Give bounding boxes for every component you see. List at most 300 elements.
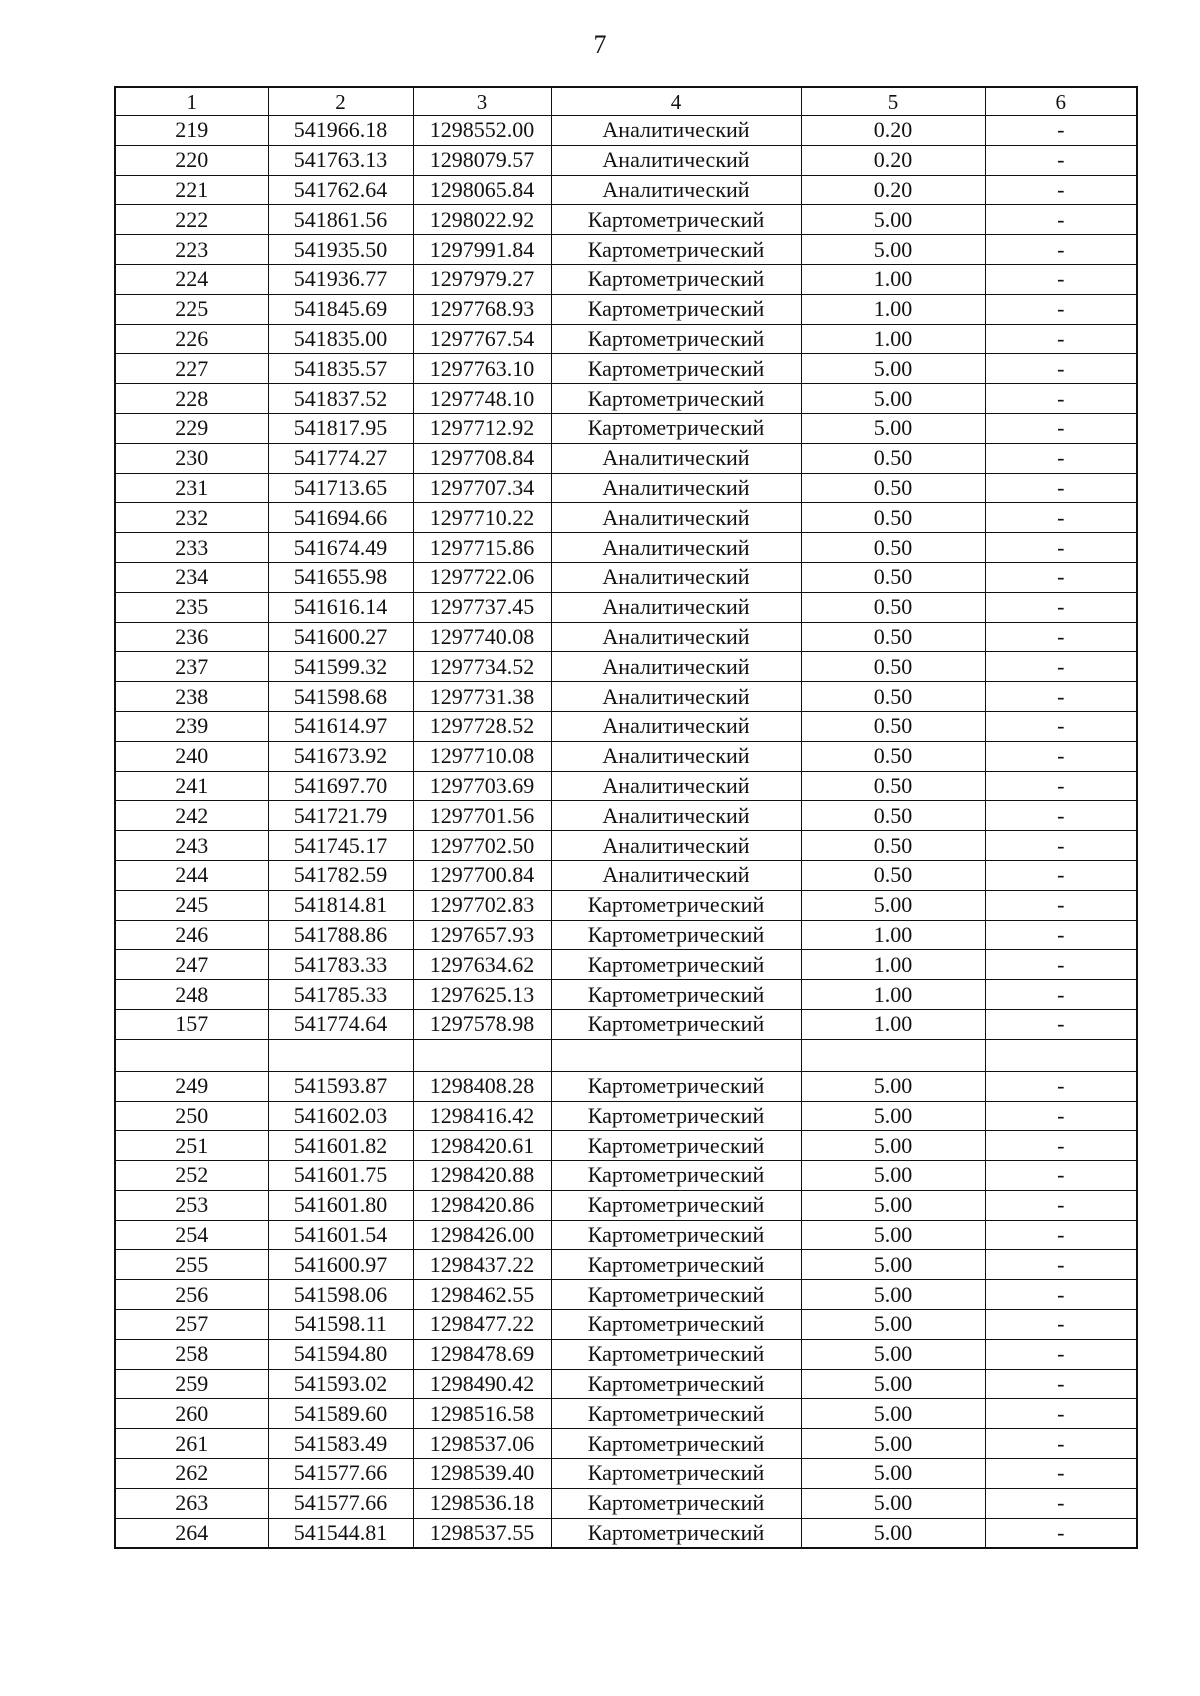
cell-accuracy: 1.00	[801, 950, 985, 980]
cell-method: Аналитический	[551, 116, 801, 146]
cell-accuracy: 5.00	[801, 1310, 985, 1340]
table-row	[115, 1369, 1137, 1399]
cell-x-coordinate: 541673.92	[268, 741, 413, 771]
table-row	[115, 1429, 1137, 1459]
cell-x-coordinate: 541713.65	[268, 473, 413, 503]
cell-x-coordinate: 541763.13	[268, 145, 413, 175]
cell-y-coordinate: 1297700.84	[413, 860, 551, 890]
cell-method: Картометрический	[551, 890, 801, 920]
column-header-point-number: 1	[115, 87, 268, 116]
cell-note: -	[985, 443, 1137, 473]
table-row	[115, 354, 1137, 384]
cell-x-coordinate: 541616.14	[268, 592, 413, 622]
cell-method: Аналитический	[551, 622, 801, 652]
cell-note: -	[985, 1310, 1137, 1340]
cell-x-coordinate: 541601.54	[268, 1220, 413, 1250]
cell-point-number: 251	[115, 1131, 268, 1161]
cell-note: -	[985, 1250, 1137, 1280]
cell-method: Картометрический	[551, 1131, 801, 1161]
cell-y-coordinate: 1298420.86	[413, 1190, 551, 1220]
cell-method: Аналитический	[551, 860, 801, 890]
cell-point-number: 248	[115, 980, 268, 1010]
cell-y-coordinate: 1297657.93	[413, 920, 551, 950]
cell-y-coordinate: 1297748.10	[413, 384, 551, 414]
cell-accuracy: 5.00	[801, 1220, 985, 1250]
cell-accuracy: 0.50	[801, 503, 985, 533]
cell-method: Аналитический	[551, 741, 801, 771]
table-row	[115, 533, 1137, 563]
cell-x-coordinate: 541614.97	[268, 711, 413, 741]
cell-method: Картометрический	[551, 1369, 801, 1399]
cell-y-coordinate: 1298537.55	[413, 1518, 551, 1548]
cell-point-number: 229	[115, 413, 268, 443]
cell-y-coordinate: 1297991.84	[413, 235, 551, 265]
cell-method: Аналитический	[551, 592, 801, 622]
cell-point-number: 254	[115, 1220, 268, 1250]
column-header-accuracy: 5	[801, 87, 985, 116]
cell-method: Картометрический	[551, 1310, 801, 1340]
cell-method: Аналитический	[551, 682, 801, 712]
cell-note: -	[985, 1071, 1137, 1101]
cell-accuracy: 0.20	[801, 175, 985, 205]
cell-point-number: 223	[115, 235, 268, 265]
cell-x-coordinate: 541577.66	[268, 1459, 413, 1489]
cell-point-number: 224	[115, 264, 268, 294]
cell-y-coordinate: 1298420.88	[413, 1161, 551, 1191]
cell-method: Аналитический	[551, 711, 801, 741]
table-row	[115, 175, 1137, 205]
cell-x-coordinate: 541598.11	[268, 1310, 413, 1340]
cell-y-coordinate: 1298420.61	[413, 1131, 551, 1161]
table-row	[115, 831, 1137, 861]
cell-y-coordinate: 1297979.27	[413, 264, 551, 294]
cell-point-number: 239	[115, 711, 268, 741]
cell-accuracy: 5.00	[801, 1101, 985, 1131]
table-row	[115, 950, 1137, 980]
cell-x-coordinate: 541783.33	[268, 950, 413, 980]
cell-accuracy: 0.50	[801, 652, 985, 682]
cell-x-coordinate: 541601.75	[268, 1161, 413, 1191]
cell-note: -	[985, 1369, 1137, 1399]
cell-x-coordinate: 541598.06	[268, 1280, 413, 1310]
cell-note: -	[985, 1009, 1137, 1039]
cell-accuracy: 0.20	[801, 145, 985, 175]
cell-method: Аналитический	[551, 801, 801, 831]
cell-note: -	[985, 235, 1137, 265]
cell-point-number: 259	[115, 1369, 268, 1399]
cell-y-coordinate: 1298426.00	[413, 1220, 551, 1250]
column-header-method: 4	[551, 87, 801, 116]
cell-y-coordinate: 1297767.54	[413, 324, 551, 354]
cell-accuracy: 5.00	[801, 384, 985, 414]
cell-note: -	[985, 1101, 1137, 1131]
cell-y-coordinate: 1297740.08	[413, 622, 551, 652]
cell-method: Картометрический	[551, 1161, 801, 1191]
cell-note: -	[985, 354, 1137, 384]
cell-method: Аналитический	[551, 831, 801, 861]
cell-point-number: 222	[115, 205, 268, 235]
cell-method: Аналитический	[551, 533, 801, 563]
cell-y-coordinate: 1297731.38	[413, 682, 551, 712]
cell-accuracy: 1.00	[801, 324, 985, 354]
cell-method: Картометрический	[551, 1071, 801, 1101]
cell-point-number: 232	[115, 503, 268, 533]
cell-point-number: 227	[115, 354, 268, 384]
cell-accuracy: 0.50	[801, 831, 985, 861]
cell-x-coordinate: 541583.49	[268, 1429, 413, 1459]
cell-point-number: 238	[115, 682, 268, 712]
cell-x-coordinate: 541655.98	[268, 562, 413, 592]
cell-point-number: 230	[115, 443, 268, 473]
cell-accuracy: 1.00	[801, 980, 985, 1010]
cell-y-coordinate: 1298079.57	[413, 145, 551, 175]
cell-x-coordinate: 541817.95	[268, 413, 413, 443]
cell-method: Картометрический	[551, 413, 801, 443]
cell-point-number: 231	[115, 473, 268, 503]
cell-method: Картометрический	[551, 1009, 801, 1039]
cell-accuracy: 0.20	[801, 116, 985, 146]
cell-accuracy: 5.00	[801, 1399, 985, 1429]
cell-accuracy: 5.00	[801, 1280, 985, 1310]
cell-point-number: 255	[115, 1250, 268, 1280]
cell-point-number: 247	[115, 950, 268, 980]
cell-note: -	[985, 622, 1137, 652]
cell-note: -	[985, 652, 1137, 682]
cell-y-coordinate: 1297737.45	[413, 592, 551, 622]
cell-note: -	[985, 413, 1137, 443]
cell-note: -	[985, 980, 1137, 1010]
cell-method	[551, 1039, 801, 1071]
cell-note: -	[985, 264, 1137, 294]
cell-y-coordinate: 1297634.62	[413, 950, 551, 980]
cell-x-coordinate: 541935.50	[268, 235, 413, 265]
cell-point-number: 263	[115, 1488, 268, 1518]
cell-note: -	[985, 1161, 1137, 1191]
table-row	[115, 771, 1137, 801]
cell-y-coordinate: 1297708.84	[413, 443, 551, 473]
coordinates-table-body	[115, 87, 1137, 1548]
cell-note: -	[985, 1429, 1137, 1459]
cell-x-coordinate: 541600.27	[268, 622, 413, 652]
cell-note: -	[985, 294, 1137, 324]
cell-y-coordinate: 1297701.56	[413, 801, 551, 831]
cell-method: Картометрический	[551, 1280, 801, 1310]
cell-point-number: 264	[115, 1518, 268, 1548]
cell-x-coordinate: 541721.79	[268, 801, 413, 831]
cell-point-number: 243	[115, 831, 268, 861]
cell-note: -	[985, 1190, 1137, 1220]
cell-method: Картометрический	[551, 384, 801, 414]
cell-y-coordinate: 1298065.84	[413, 175, 551, 205]
table-row	[115, 145, 1137, 175]
cell-note: -	[985, 831, 1137, 861]
cell-y-coordinate: 1298478.69	[413, 1339, 551, 1369]
cell-point-number: 245	[115, 890, 268, 920]
table-row	[115, 711, 1137, 741]
cell-y-coordinate: 1298539.40	[413, 1459, 551, 1489]
table-row	[115, 443, 1137, 473]
cell-y-coordinate: 1297702.50	[413, 831, 551, 861]
cell-note	[985, 1039, 1137, 1071]
table-row	[115, 592, 1137, 622]
cell-x-coordinate	[268, 1039, 413, 1071]
cell-point-number: 226	[115, 324, 268, 354]
cell-note: -	[985, 1220, 1137, 1250]
cell-x-coordinate: 541598.68	[268, 682, 413, 712]
table-row	[115, 1310, 1137, 1340]
cell-note: -	[985, 711, 1137, 741]
cell-method: Аналитический	[551, 145, 801, 175]
cell-point-number: 235	[115, 592, 268, 622]
cell-method: Картометрический	[551, 1488, 801, 1518]
cell-accuracy: 5.00	[801, 1250, 985, 1280]
cell-point-number: 220	[115, 145, 268, 175]
cell-x-coordinate: 541845.69	[268, 294, 413, 324]
cell-y-coordinate: 1298022.92	[413, 205, 551, 235]
cell-x-coordinate: 541782.59	[268, 860, 413, 890]
cell-accuracy: 0.50	[801, 801, 985, 831]
cell-note: -	[985, 801, 1137, 831]
cell-point-number: 261	[115, 1429, 268, 1459]
cell-method: Картометрический	[551, 1429, 801, 1459]
cell-x-coordinate: 541601.80	[268, 1190, 413, 1220]
cell-method: Аналитический	[551, 652, 801, 682]
cell-accuracy: 5.00	[801, 1131, 985, 1161]
cell-note: -	[985, 473, 1137, 503]
cell-y-coordinate: 1297768.93	[413, 294, 551, 324]
table-row	[115, 1459, 1137, 1489]
cell-point-number: 221	[115, 175, 268, 205]
cell-x-coordinate: 541785.33	[268, 980, 413, 1010]
cell-accuracy: 0.50	[801, 741, 985, 771]
cell-x-coordinate: 541697.70	[268, 771, 413, 801]
cell-x-coordinate: 541601.82	[268, 1131, 413, 1161]
cell-y-coordinate: 1298516.58	[413, 1399, 551, 1429]
cell-method: Аналитический	[551, 443, 801, 473]
cell-accuracy: 0.50	[801, 592, 985, 622]
table-row	[115, 682, 1137, 712]
cell-method: Картометрический	[551, 294, 801, 324]
cell-y-coordinate: 1298477.22	[413, 1310, 551, 1340]
cell-x-coordinate: 541600.97	[268, 1250, 413, 1280]
cell-accuracy: 1.00	[801, 1009, 985, 1039]
cell-y-coordinate: 1298437.22	[413, 1250, 551, 1280]
table-row	[115, 1190, 1137, 1220]
cell-method: Картометрический	[551, 920, 801, 950]
cell-note: -	[985, 950, 1137, 980]
cell-x-coordinate: 541774.27	[268, 443, 413, 473]
table-row	[115, 1518, 1137, 1548]
cell-accuracy: 0.50	[801, 473, 985, 503]
table-row	[115, 1131, 1137, 1161]
coordinates-table	[114, 86, 1138, 1549]
cell-x-coordinate: 541593.87	[268, 1071, 413, 1101]
cell-point-number: 233	[115, 533, 268, 563]
cell-x-coordinate: 541674.49	[268, 533, 413, 563]
cell-x-coordinate: 541774.64	[268, 1009, 413, 1039]
cell-note: -	[985, 1459, 1137, 1489]
cell-x-coordinate: 541599.32	[268, 652, 413, 682]
cell-method: Картометрический	[551, 1250, 801, 1280]
cell-note: -	[985, 324, 1137, 354]
cell-method: Картометрический	[551, 1518, 801, 1548]
cell-x-coordinate: 541602.03	[268, 1101, 413, 1131]
cell-accuracy	[801, 1039, 985, 1071]
cell-point-number: 252	[115, 1161, 268, 1191]
table-row	[115, 1250, 1137, 1280]
cell-accuracy: 5.00	[801, 1459, 985, 1489]
cell-point-number: 244	[115, 860, 268, 890]
cell-note: -	[985, 562, 1137, 592]
cell-method: Картометрический	[551, 1399, 801, 1429]
cell-note: -	[985, 860, 1137, 890]
cell-x-coordinate: 541745.17	[268, 831, 413, 861]
page-number: 7	[593, 30, 607, 59]
cell-note: -	[985, 1518, 1137, 1548]
cell-note: -	[985, 1131, 1137, 1161]
cell-y-coordinate: 1297712.92	[413, 413, 551, 443]
cell-point-number: 236	[115, 622, 268, 652]
column-header-x-coordinate: 2	[268, 87, 413, 116]
cell-point-number: 256	[115, 1280, 268, 1310]
cell-note: -	[985, 920, 1137, 950]
cell-accuracy: 1.00	[801, 264, 985, 294]
table-row	[115, 1488, 1137, 1518]
cell-point-number: 262	[115, 1459, 268, 1489]
cell-point-number: 249	[115, 1071, 268, 1101]
cell-note: -	[985, 116, 1137, 146]
cell-x-coordinate: 541544.81	[268, 1518, 413, 1548]
cell-accuracy: 5.00	[801, 1071, 985, 1101]
cell-method: Аналитический	[551, 771, 801, 801]
cell-x-coordinate: 541966.18	[268, 116, 413, 146]
cell-y-coordinate: 1298416.42	[413, 1101, 551, 1131]
cell-method: Аналитический	[551, 562, 801, 592]
cell-accuracy: 0.50	[801, 622, 985, 652]
cell-y-coordinate: 1298462.55	[413, 1280, 551, 1310]
table-row	[115, 1399, 1137, 1429]
cell-y-coordinate: 1297703.69	[413, 771, 551, 801]
cell-x-coordinate: 541814.81	[268, 890, 413, 920]
cell-accuracy: 0.50	[801, 562, 985, 592]
table-row	[115, 890, 1137, 920]
table-row	[115, 562, 1137, 592]
cell-accuracy: 5.00	[801, 1161, 985, 1191]
cell-method: Картометрический	[551, 1339, 801, 1369]
table-header-row	[115, 87, 1137, 116]
cell-method: Аналитический	[551, 175, 801, 205]
cell-point-number: 228	[115, 384, 268, 414]
cell-note: -	[985, 1280, 1137, 1310]
table-row	[115, 1220, 1137, 1250]
cell-note: -	[985, 205, 1137, 235]
cell-y-coordinate: 1297710.08	[413, 741, 551, 771]
cell-accuracy: 0.50	[801, 771, 985, 801]
table-row	[115, 920, 1137, 950]
cell-method: Картометрический	[551, 354, 801, 384]
cell-accuracy: 0.50	[801, 711, 985, 741]
cell-note: -	[985, 503, 1137, 533]
cell-y-coordinate: 1298537.06	[413, 1429, 551, 1459]
cell-accuracy: 5.00	[801, 1429, 985, 1459]
cell-accuracy: 5.00	[801, 413, 985, 443]
table-row	[115, 324, 1137, 354]
cell-note: -	[985, 682, 1137, 712]
cell-accuracy: 5.00	[801, 205, 985, 235]
table-row	[115, 860, 1137, 890]
cell-note: -	[985, 1399, 1137, 1429]
table-row	[115, 235, 1137, 265]
table-row	[115, 801, 1137, 831]
table-row	[115, 205, 1137, 235]
cell-method: Картометрический	[551, 1101, 801, 1131]
table-row	[115, 1071, 1137, 1101]
cell-method: Аналитический	[551, 503, 801, 533]
cell-note: -	[985, 533, 1137, 563]
cell-y-coordinate: 1297728.52	[413, 711, 551, 741]
cell-y-coordinate: 1297707.34	[413, 473, 551, 503]
cell-method: Картометрический	[551, 1220, 801, 1250]
cell-accuracy: 5.00	[801, 235, 985, 265]
cell-y-coordinate: 1298536.18	[413, 1488, 551, 1518]
cell-accuracy: 5.00	[801, 1518, 985, 1548]
cell-method: Картометрический	[551, 1190, 801, 1220]
table-row	[115, 384, 1137, 414]
cell-x-coordinate: 541837.52	[268, 384, 413, 414]
cell-point-number: 240	[115, 741, 268, 771]
cell-method: Картометрический	[551, 205, 801, 235]
cell-method: Картометрический	[551, 235, 801, 265]
cell-accuracy: 1.00	[801, 920, 985, 950]
cell-point-number: 219	[115, 116, 268, 146]
cell-method: Аналитический	[551, 473, 801, 503]
cell-y-coordinate: 1297763.10	[413, 354, 551, 384]
cell-x-coordinate: 541835.57	[268, 354, 413, 384]
column-header-note: 6	[985, 87, 1137, 116]
cell-accuracy: 5.00	[801, 1369, 985, 1399]
cell-point-number: 260	[115, 1399, 268, 1429]
cell-note: -	[985, 771, 1137, 801]
cell-accuracy: 0.50	[801, 860, 985, 890]
cell-point-number: 257	[115, 1310, 268, 1340]
cell-x-coordinate: 541589.60	[268, 1399, 413, 1429]
cell-x-coordinate: 541788.86	[268, 920, 413, 950]
cell-note: -	[985, 741, 1137, 771]
table-row	[115, 413, 1137, 443]
cell-point-number: 250	[115, 1101, 268, 1131]
cell-point-number: 242	[115, 801, 268, 831]
cell-accuracy: 0.50	[801, 443, 985, 473]
cell-y-coordinate: 1297702.83	[413, 890, 551, 920]
cell-point-number: 253	[115, 1190, 268, 1220]
cell-point-number: 258	[115, 1339, 268, 1369]
cell-accuracy: 5.00	[801, 354, 985, 384]
cell-x-coordinate: 541593.02	[268, 1369, 413, 1399]
cell-accuracy: 5.00	[801, 1190, 985, 1220]
cell-note: -	[985, 1488, 1137, 1518]
table-row	[115, 1161, 1137, 1191]
cell-y-coordinate: 1298490.42	[413, 1369, 551, 1399]
cell-note: -	[985, 592, 1137, 622]
cell-y-coordinate: 1297710.22	[413, 503, 551, 533]
cell-y-coordinate: 1298408.28	[413, 1071, 551, 1101]
table-row	[115, 652, 1137, 682]
cell-x-coordinate: 541835.00	[268, 324, 413, 354]
cell-point-number: 157	[115, 1009, 268, 1039]
table-row	[115, 1101, 1137, 1131]
cell-y-coordinate: 1297625.13	[413, 980, 551, 1010]
cell-accuracy: 5.00	[801, 1339, 985, 1369]
